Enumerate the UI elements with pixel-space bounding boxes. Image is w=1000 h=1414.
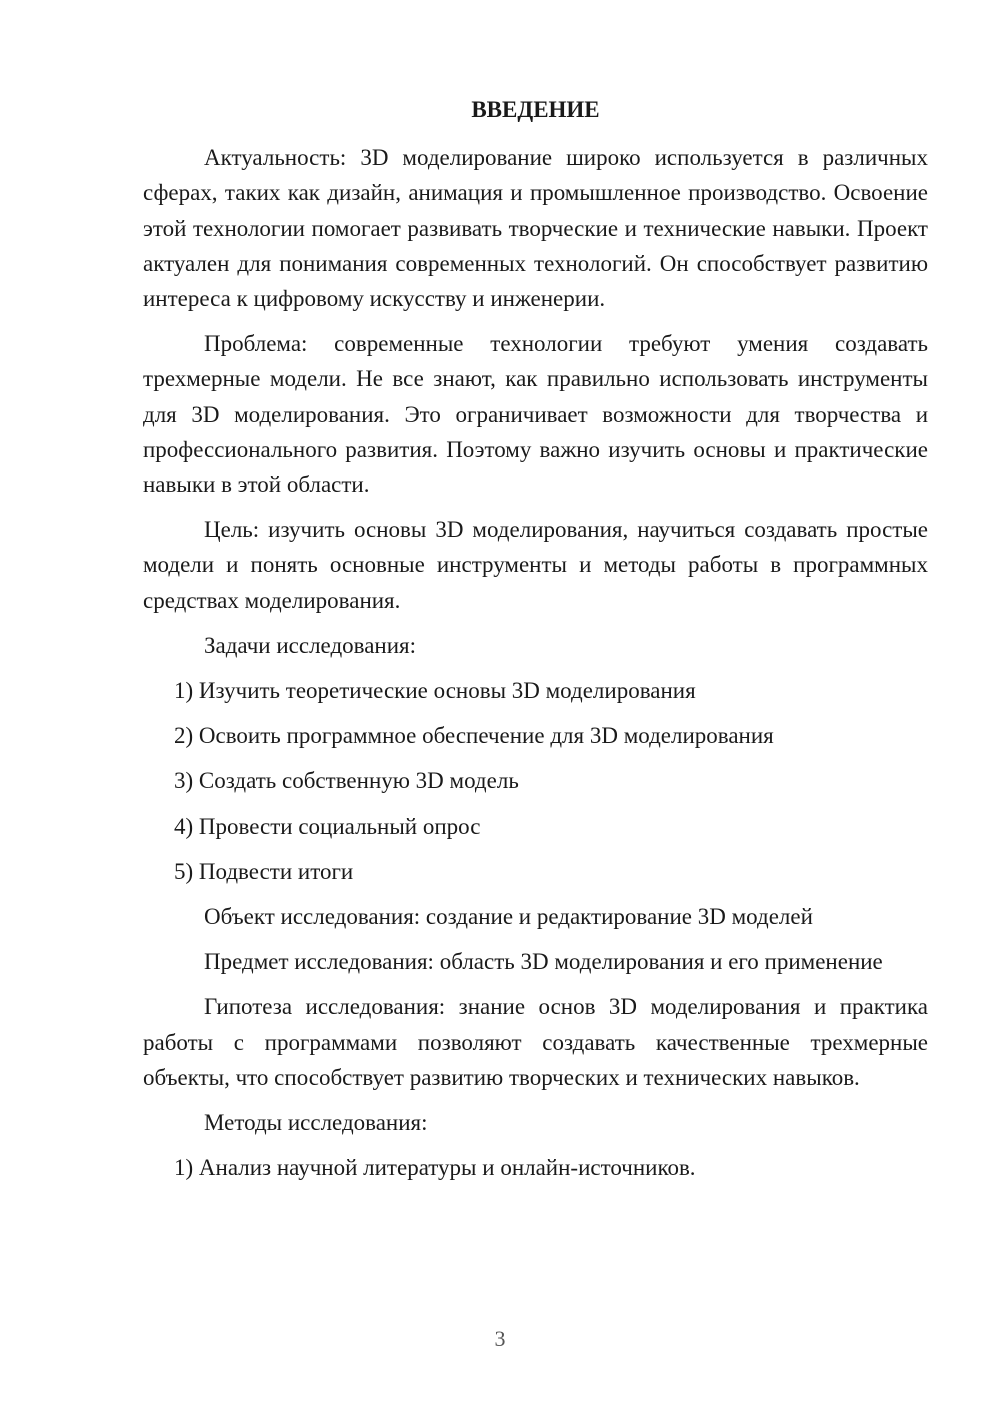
document-page — [143, 92, 928, 1195]
task-item-3: 3) Создать собственную 3D модель — [174, 768, 519, 794]
subject-paragraph: Предмет исследования: область 3D моделирования и его применение — [204, 949, 883, 975]
task-item-5: 5) Подвести итоги — [174, 858, 354, 884]
section-title: ВВЕДЕНИЕ — [471, 97, 600, 122]
relevance-paragraph: Актуальность: 3D моделирование широко используется в различных сферах, таких как дизайн, анимация и промышленное производство. Освоение этой технологии помогает развивать творческие и технические навыки. Проект актуален для понимания современных технологий. Он способствует развитию интереса к цифровому искусству и инженерии. — [143, 145, 928, 312]
hypothesis-paragraph: Гипотеза исследования: знание основ 3D моделирования и практика работы с программами позволяют создавать качественные трехмерные объекты, что способствует развитию творческих и технических навыков. — [143, 994, 928, 1090]
methods-heading: Методы исследования: — [204, 1110, 428, 1136]
goal-paragraph: Цель: изучить основы 3D моделирования, научиться создавать простые модели и понять основные инструменты и методы работы в программных средствах моделирования. — [143, 517, 928, 613]
problem-paragraph: Проблема: современные технологии требуют умения создавать трехмерные модели. Не все знают, как правильно использовать инструменты для 3D моделирования. Это ограничивает возможности для творчества и профессионального развития. Поэтому важно изучить основы и практические навыки в этой области. — [143, 331, 928, 498]
task-item-4: 4) Провести социальный опрос — [174, 813, 481, 839]
method-item-1: 1) Анализ научной литературы и онлайн-источников. — [174, 1155, 696, 1181]
task-item-1: 1) Изучить теоретические основы 3D моделирования — [174, 678, 696, 704]
object-paragraph: Объект исследования: создание и редактирование 3D моделей — [204, 904, 813, 930]
task-item-2: 2) Освоить программное обеспечение для 3D моделирования — [174, 723, 774, 749]
page-number: 3 — [494, 1326, 506, 1351]
tasks-heading: Задачи исследования: — [204, 632, 417, 658]
